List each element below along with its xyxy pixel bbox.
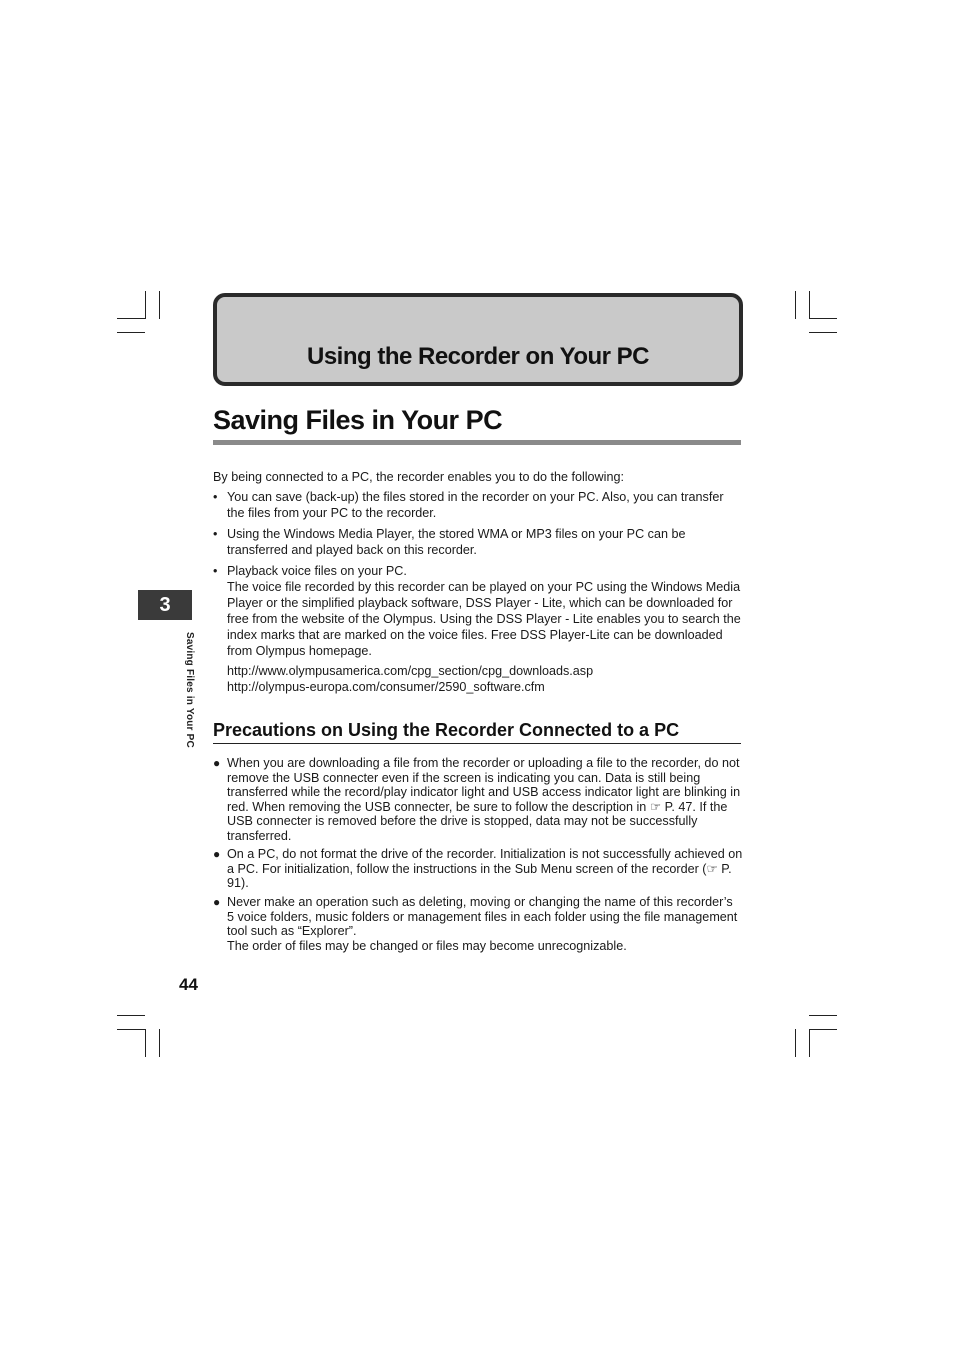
precaution-text: Never make an operation such as deleting, moving or changing the name of this recorder’s 5 voice folders, music folders or management files in each folder using the file management tool such as “Explorer”. <box>227 895 738 939</box>
precautions-heading: Precautions on Using the Recorder Connected to a PC <box>213 720 741 744</box>
precaution-item <box>213 895 743 953</box>
list-item-text: Playback voice files on your PC. <box>227 564 407 578</box>
precaution-text: When you are downloading a file from the recorder or uploading a file to the recorder, do not remove the USB connecter even if the screen is indicating you can. Data is still being transferred while the record/play indicator light and USB access indicator light are blinking in red. When removing the USB connecter, be sure to follow the description in <box>227 756 741 814</box>
hand-pointing-icon: ☞ <box>649 799 662 814</box>
page-number: 44 <box>179 975 198 994</box>
intro-text: By being connected to a PC, the recorder enables you to do the following: <box>213 470 624 484</box>
chapter-tab: 3 <box>138 590 192 620</box>
precaution-text: On a PC, do not format the drive of the recorder. Initialization is not successfully achieved on a PC. For initialization, follow the instructions in the Sub Menu screen of the recorder ( <box>227 847 743 876</box>
hand-pointing-icon: ☞ <box>706 861 718 876</box>
list-item <box>213 563 743 579</box>
filled-circle-icon: ● <box>213 756 221 770</box>
side-section-label: Saving Files in Your PC <box>184 632 195 748</box>
playback-detail: The voice file recorded by this recorder can be played on your PC using the Windows Media Player or the simplified playback software, DSS Player - Lite, which can be downloaded for free from the website of the Olympus. Using the DSS Player - Lite enables you to search the index marks that are marked on the voice files. Free DSS Player-Lite can be downloaded from Olympus homepage. <box>227 580 741 658</box>
list-item <box>213 526 743 558</box>
precaution-note: The order of files may be changed or files may become unrecognizable. <box>227 938 627 953</box>
list-item-text: You can save (back-up) the files stored in the recorder on your PC. Also, you can transfer the files from your PC to the recorder. <box>227 490 724 520</box>
bullet-dot-icon: • <box>213 527 218 541</box>
chapter-banner <box>213 293 743 386</box>
section-title: Saving Files in Your PC <box>213 405 503 435</box>
filled-circle-icon: ● <box>213 847 221 861</box>
url-link: http://olympus-europa.com/consumer/2590_software.cfm <box>227 680 545 694</box>
precaution-text-continued: P. 47. If the USB connecter is removed before the drive is stopped, data may not be successfully transferred. <box>227 799 728 843</box>
list-item-text: Using the Windows Media Player, the stored WMA or MP3 files on your PC can be transferred and played back on this recorder. <box>227 527 686 557</box>
list-item <box>213 489 743 521</box>
section-divider <box>213 440 741 445</box>
bullet-dot-icon: • <box>213 564 218 578</box>
precaution-text-continued: P. 91). <box>227 861 732 891</box>
chapter-title: Using the Recorder on Your PC <box>307 343 649 370</box>
url-link: http://www.olympusamerica.com/cpg_section/cpg_downloads.asp <box>227 664 594 678</box>
bullet-dot-icon: • <box>213 490 218 504</box>
filled-circle-icon: ● <box>213 895 221 909</box>
precaution-item <box>213 756 743 844</box>
precaution-item <box>213 847 743 891</box>
